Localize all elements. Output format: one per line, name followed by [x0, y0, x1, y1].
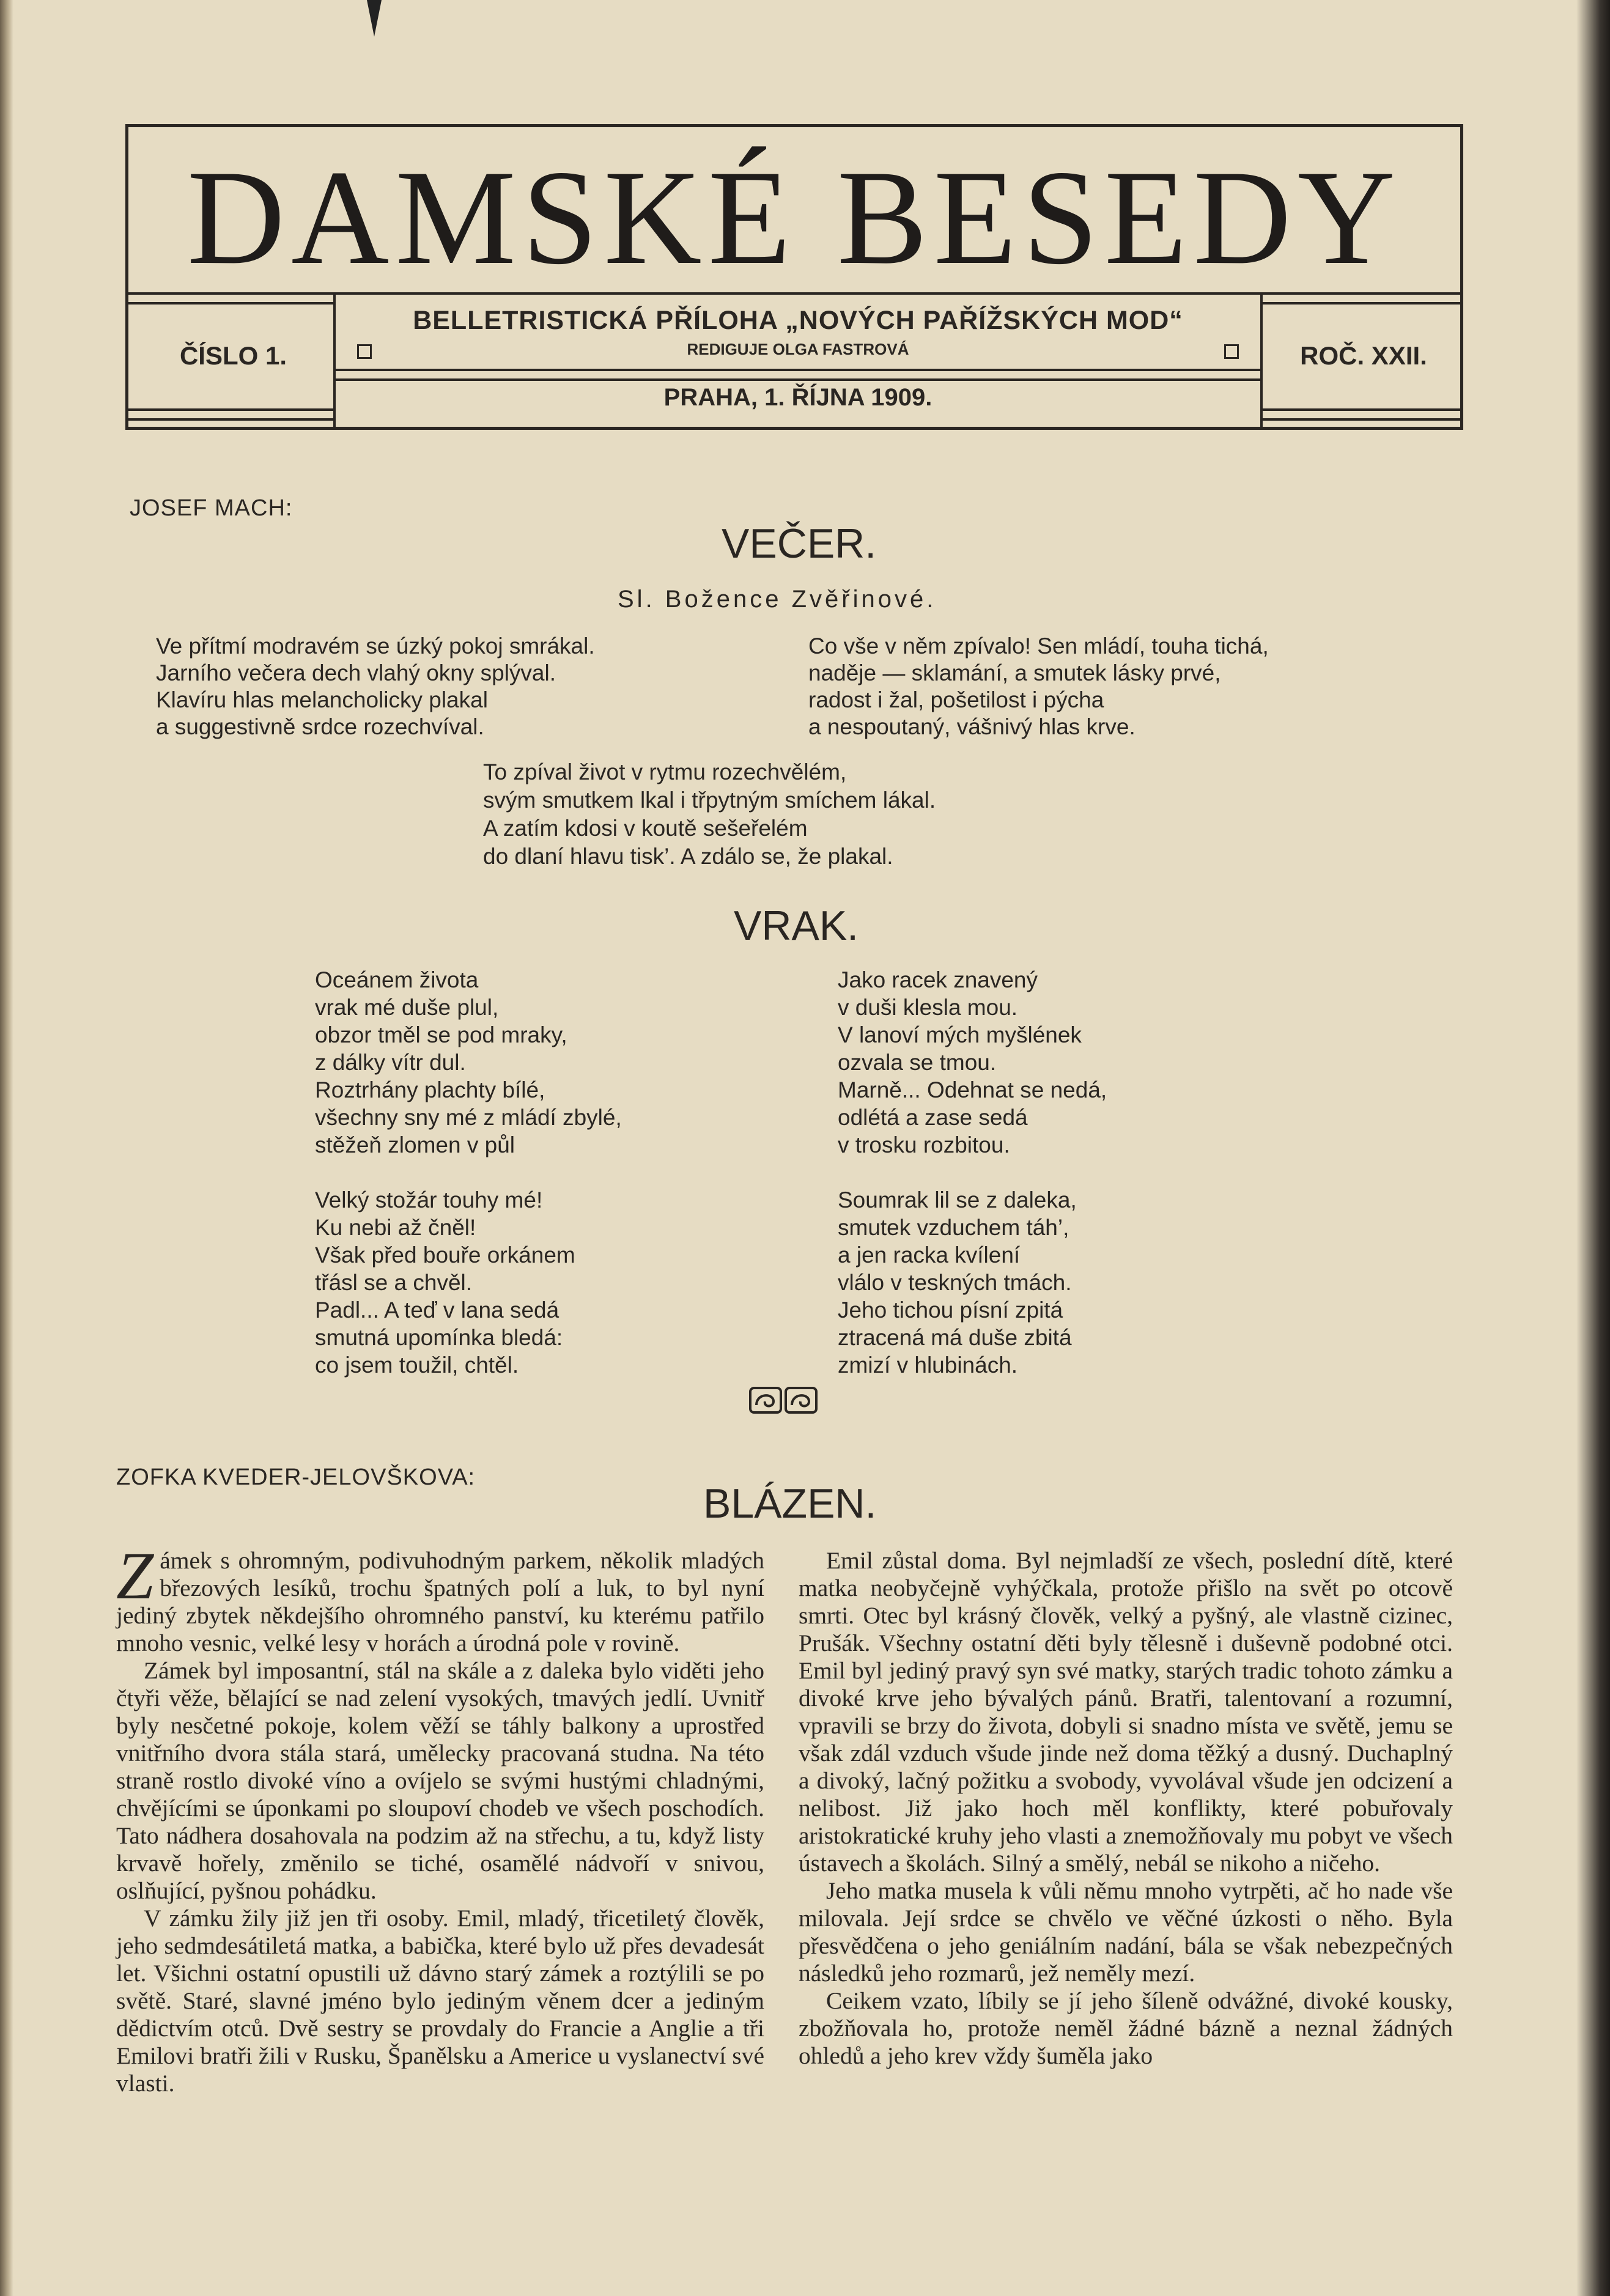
masthead — [125, 124, 1463, 430]
story-column-right — [799, 1547, 1453, 2070]
poem1-dedication: Sl. Božence Zvěřinové. — [618, 586, 937, 613]
masthead-rule-right-bottom — [1263, 408, 1461, 411]
volume-number: ROČ. XXII. — [1300, 341, 1427, 370]
story-paragraph: Ceikem vzato, líbily se jí jeho šíleně odvážné, divoké kousky, zbožňovala ho, protože neměl žádné bázně a neznal žádných ohledů a jeho krev vždy šuměla jako — [799, 1987, 1453, 2069]
masthead-rule-left-bottom — [128, 408, 333, 411]
poem1-stanza-left: Ve přítmí modravém se úzký pokoj smrákal. Jarního večera dech vlahý okny splýval. Klavíru hlas melancholicky plakal a suggestivně srdce rozechvíval. — [156, 633, 595, 739]
masthead-editor: REDIGUJE OLGA FASTROVÁ — [687, 340, 909, 358]
drop-cap: Z — [116, 1538, 154, 1613]
poem1-stanza-center: To zpíval život v rytmu rozechvělém, svým smutkem lkal i třpytným smíchem lákal. A zatím kdosi v koutě sešeřelém do dlaní hlavu tisk’. A zdálo se, že plakal. — [483, 759, 936, 869]
masthead-center — [333, 292, 1263, 430]
poem1-author: JOSEF MACH: — [130, 495, 293, 521]
poem2-title: VRAK. — [734, 903, 859, 949]
story-title: BLÁZEN. — [703, 1480, 877, 1527]
page-binding-shadow — [0, 0, 13, 2296]
story-paragraph: Jeho matka musela k vůli němu mnoho vytrpěti, ač ho nade vše milovala. Její srdce se chvělo ve věčné úzkosti o něho. Byla přesvědčena o jeho geniálním nadání, bála se však nebezpečných následků jeho rozmarů, jež neměly mezí. — [799, 1877, 1453, 1987]
story-paragraph: V zámku žily již jen tři osoby. Emil, mladý, třicetiletý člověk, jeho sedmdesátiletá matka, a babička, které bylo už přes devadesát let. Všichni ostatní opustili už dávno starý zámek a roztýlili se po světě. Staré, slavné jméno bylo jediným věnem dcer a jediným dědictvím otců. Dvě sestry se provdaly do Francie a Anglie a tři Emilovi bratři žili v Rusku, Španělsku a Americe u vyslanectví své vlasti. — [116, 1905, 764, 2097]
scan-mark — [367, 0, 382, 37]
masthead-rule-right — [1263, 302, 1461, 305]
story-paragraph — [116, 1538, 764, 1657]
publication-date: PRAHA, 1. ŘÍJNA 1909. — [663, 384, 932, 411]
story-paragraph: Zámek byl imposantní, stál na skále a z daleka bylo viděti jeho čtyři věže, bělající se nad zelení vysokých, tmavých jedlí. Uvnitř byly nesčetné pokoje, kolem věží se táhly balkony a uprostřed vnitřního dvora stála stará, umělecky pracovaná studna. Na této straně rostlo divoké víno a ovíjelo se svými hustými chladnými, chvějícími se úponkami po sloupoví chodeb ve všech poschodích. Tato nádhera dosahovala na podzim až na střechu, a tu, když listy krvavě hořely, změnilo se tiché, osamělé nádvoří v snivou, oslňující, pyšnou pohádku. — [116, 1657, 764, 1904]
masthead-rule-left — [128, 302, 333, 305]
masthead-center-rule2 — [336, 378, 1260, 381]
story-text: ámek s ohromným, podivuhodným parkem, několik mladých březových lesíků, trochu špatných polí a luk, to byl nyní jediný zbytek někdejšího ohromného panství, ku kterému patřilo mnoho vesnic, velké lesy v horách a úrodná pole v rovině. — [116, 1547, 764, 1656]
masthead-subtitle: BELLETRISTICKÁ PŘÍLOHA „NOVÝCH PAŘÍŽSKÝCH MOD“ — [413, 306, 1183, 335]
poem2-column-right: Jako racek znavený v duši klesla mou. V lanoví mých myšlének ozvala se tmou. Marně... Odehnat se nedá, odlétá a zase sedá v trosku rozbitou. Soumrak lil se z daleka, smutek vzduchem táh’, a jen racka kvílení vlálo v teskných tmách. Jeho tichou písní zpitá ztracená má duše zbitá zmizí v hlubinách. — [838, 967, 1107, 1378]
square-ornament-right — [1224, 344, 1239, 359]
poem1-title: VEČER. — [722, 520, 877, 567]
poem1-stanza-right: Co vše v něm zpívalo! Sen mládí, touha tichá, naděje — sklamání, a smutek lásky prvé, radost i žal, pošetilost i pýcha a nespoutaný, vášnivý hlas krve. — [808, 633, 1269, 739]
masthead-center-rule — [336, 369, 1260, 371]
story-paragraph: Emil zůstal doma. Byl nejmladší ze všech, poslední dítě, které matka neobyčejně vyhýčkala, protože přišlo na svět po otcově smrti. Otec byl krásný člověk, velký a pyšný, ale vlastně cizinec, Prušák. Všechny ostatní děti byly tělesně i duševně podobné otci. Emil byl jediný pravý syn své matky, starých tradic tohoto zámku a divoké krve jeho bývalých pánů. Bratři, talentovaní a rozumní, vpravili se brzy do života, dobyli si snadno místa ve světě, jemu se však zdál vzduch všude jinde než doma těžký a dusný. Duchaplný a divoký, lačný požitku a svobody, vyvolával všude jen odcizení a nelibost. Již jako hoch měl konflikty, které pobuřovaly aristokratické kruhy jeho vlasti a znemožňovaly mu pobyt ve všech ústavech a školách. Silný a smělý, nebál se nikoho a ničeho. — [799, 1547, 1453, 1877]
section-ornament — [749, 1387, 818, 1414]
masthead-rule-left-bottom2 — [128, 418, 333, 421]
masthead-rule-right-bottom2 — [1263, 418, 1461, 421]
story-author: ZOFKA KVEDER-JELOVŠKOVA: — [116, 1464, 476, 1490]
magazine-title: DAMSKÉ BESEDY — [186, 142, 1402, 293]
story-column-left — [116, 1538, 764, 2097]
page-right-edge — [1576, 0, 1610, 2296]
poem2-column-left: Oceánem života vrak mé duše plul, obzor tměl se pod mraky, z dálky vítr dul. Roztrhány plachty bílé, všechny sny mé z mládí zbylé, stěžeň zlomen v půl Velký stožár touhy mé! Ku nebi až čněl! Však před bouře orkánem třásl se a chvěl. Padl... A teď v lana sedá smutná upomínka bledá: co jsem toužil, chtěl. — [315, 967, 622, 1378]
issue-number: ČÍSLO 1. — [179, 341, 287, 370]
